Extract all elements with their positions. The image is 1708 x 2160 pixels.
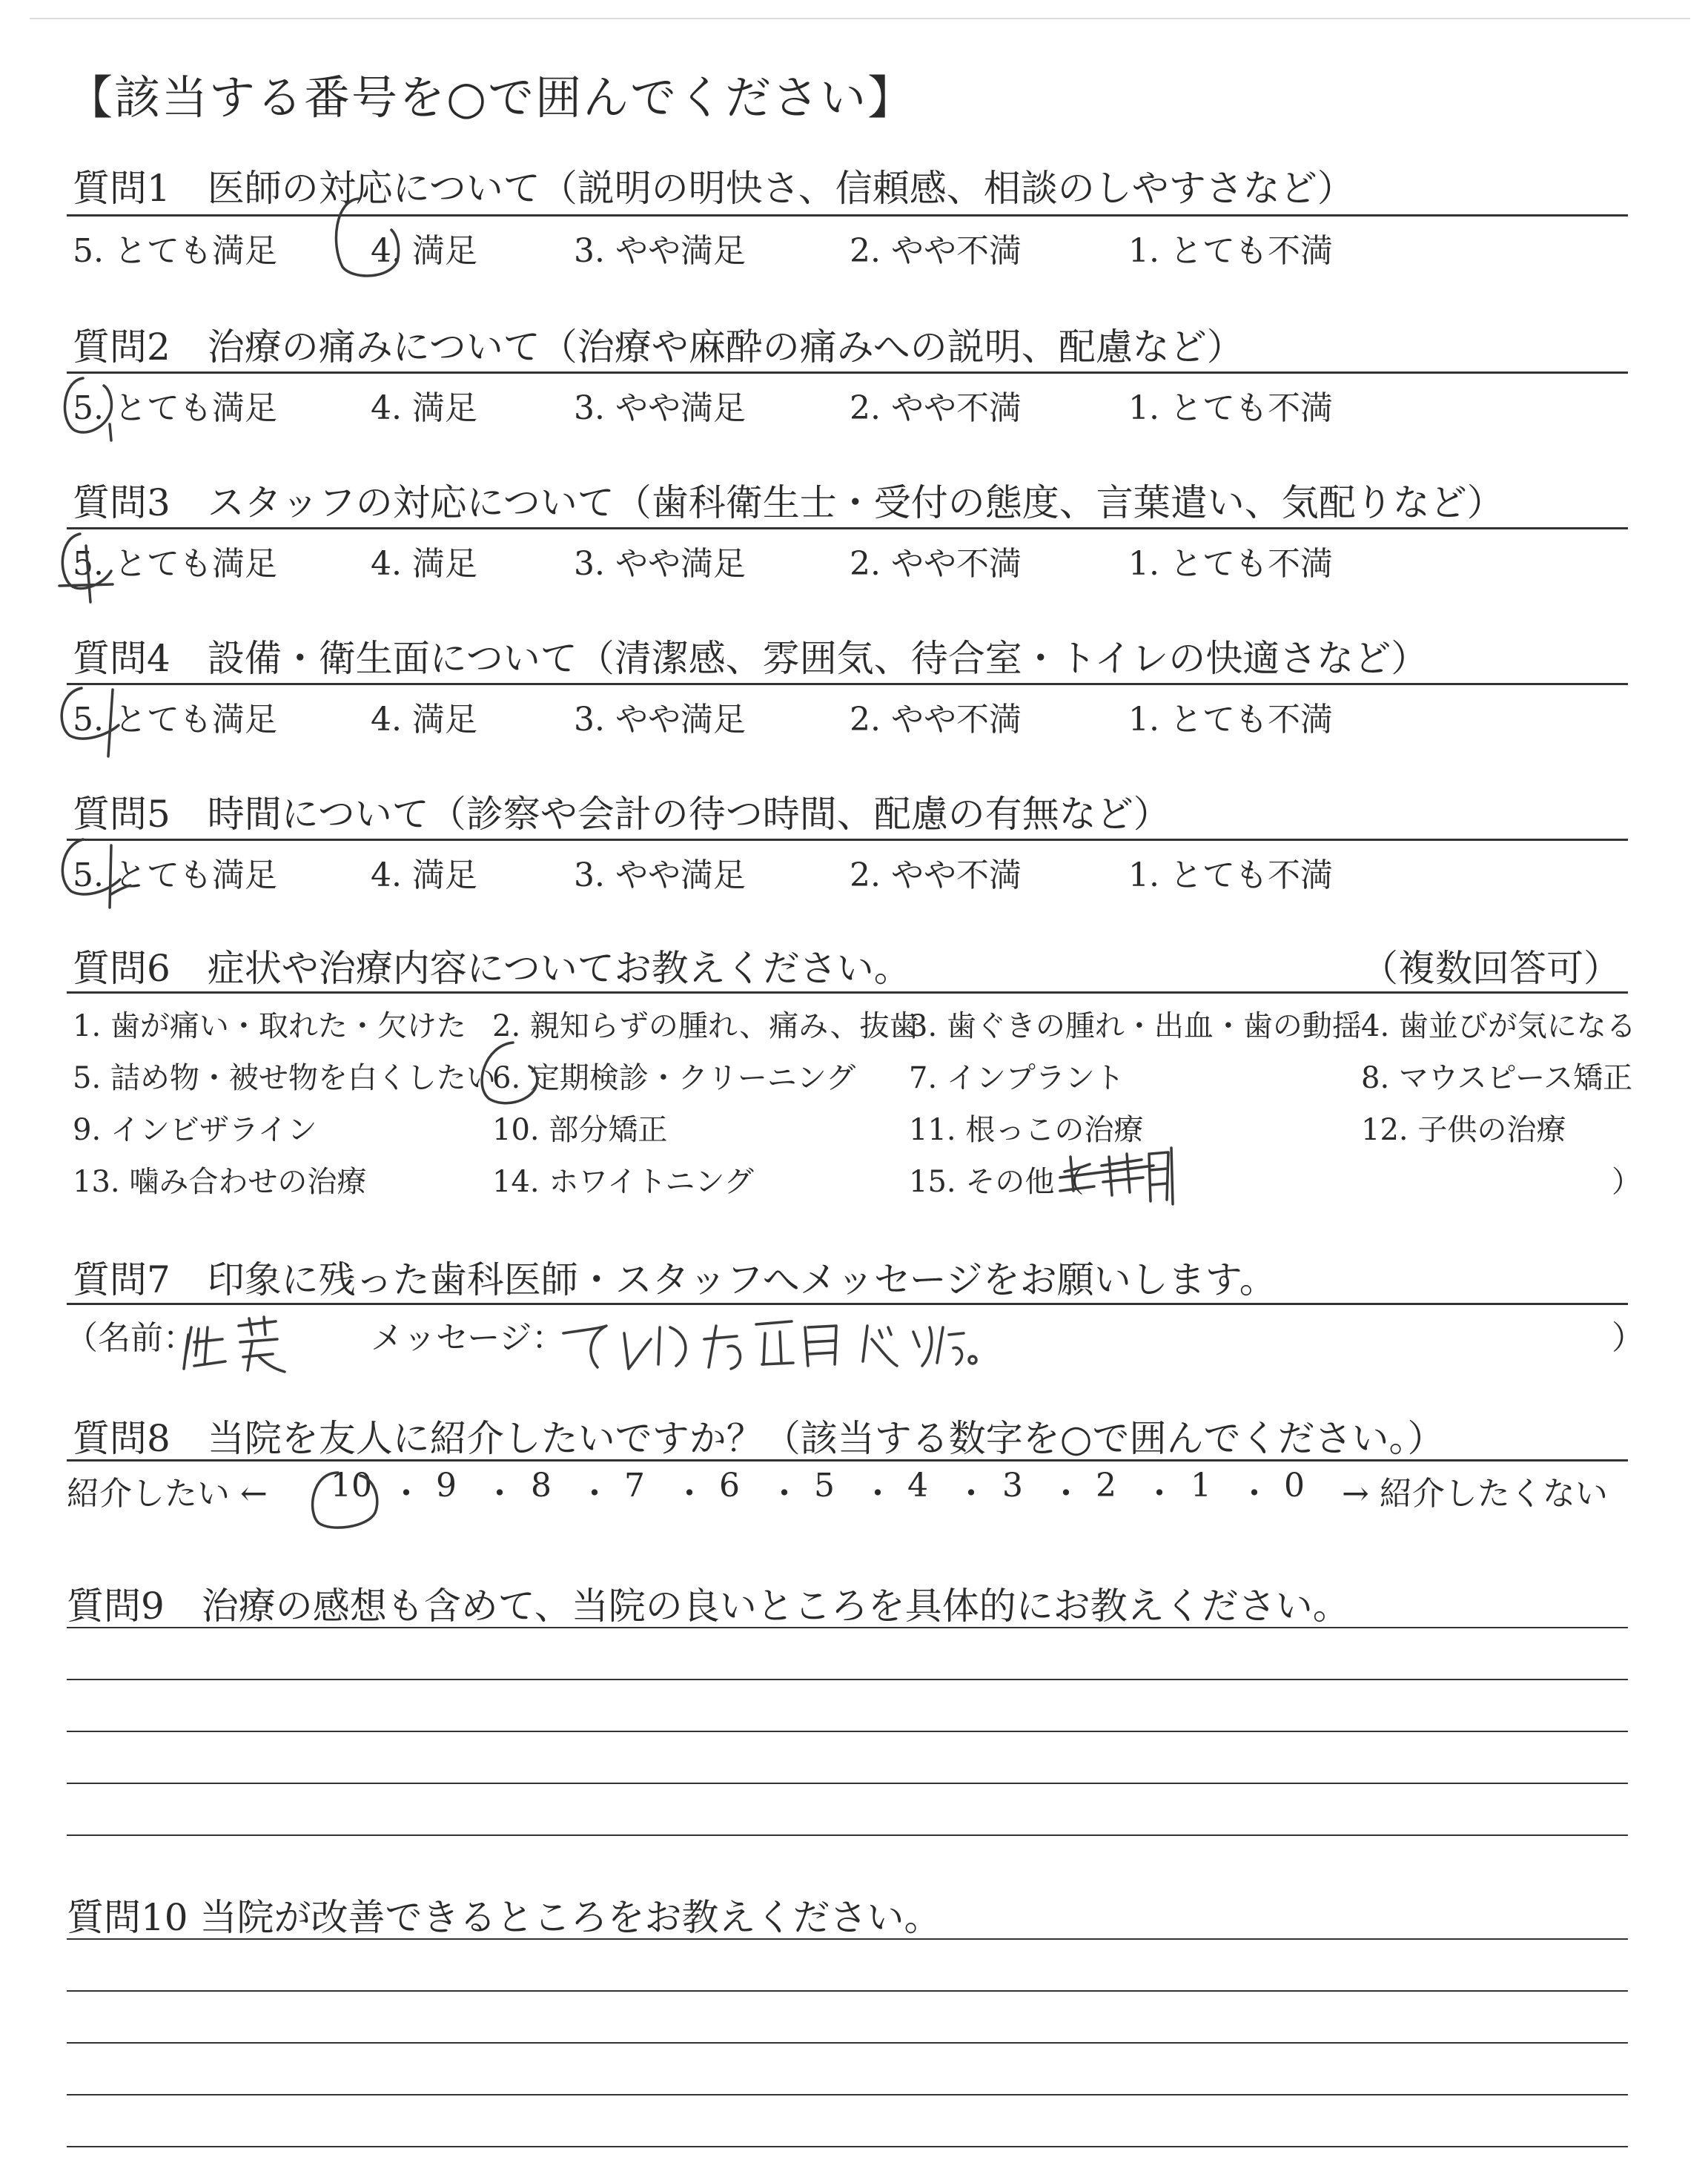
q8-score-9[interactable]: 9 bbox=[436, 1467, 457, 1505]
q3-option-4[interactable]: 4. 満足 bbox=[371, 545, 477, 583]
q3-label: 質問3 スタッフの対応について（歯科衛生士・受付の態度、言葉遣い、気配りなど） bbox=[73, 481, 1504, 524]
q8-dot: ・ bbox=[955, 1475, 987, 1513]
q3-selection-circle bbox=[59, 534, 113, 602]
q6-option-13[interactable]: 13. 噛み合わせの治療 bbox=[73, 1165, 367, 1199]
q3-option-1[interactable]: 1. とても不満 bbox=[1128, 545, 1333, 583]
q5-option-5[interactable]: 5. とても満足 bbox=[73, 856, 277, 894]
q1-option-3[interactable]: 3. やや満足 bbox=[574, 232, 746, 270]
q1-label: 質問1 医師の対応について（説明の明快さ、信頼感、相談のしやすさなど） bbox=[73, 167, 1354, 210]
q7-message-handwriting bbox=[563, 1321, 964, 1369]
q2-option-3[interactable]: 3. やや満足 bbox=[574, 389, 746, 427]
q7-message-period bbox=[969, 1356, 976, 1364]
q7-close-paren: ） bbox=[1612, 1319, 1644, 1357]
q5-label: 質問5 時間について（診察や会計の待つ時間、配慮の有無など） bbox=[73, 793, 1171, 836]
q8-dot: ・ bbox=[1238, 1475, 1271, 1513]
q5-option-1[interactable]: 1. とても不満 bbox=[1128, 856, 1333, 894]
q6-option-3[interactable]: 3. 歯ぐきの腫れ・出血・歯の動揺 bbox=[909, 1009, 1362, 1043]
q8-score-0[interactable]: 0 bbox=[1284, 1467, 1305, 1505]
q3-option-3[interactable]: 3. やや満足 bbox=[574, 545, 746, 583]
q7-name-label: （名前： bbox=[65, 1319, 196, 1357]
q8-dot: ・ bbox=[673, 1475, 706, 1513]
q6-other-close-paren: ） bbox=[1612, 1165, 1641, 1199]
q5-option-4[interactable]: 4. 満足 bbox=[371, 856, 477, 894]
q4-option-4[interactable]: 4. 満足 bbox=[371, 701, 477, 739]
q8-dot: ・ bbox=[861, 1475, 894, 1513]
q6-option-8[interactable]: 8. マウスピース矯正 bbox=[1361, 1061, 1633, 1095]
q8-score-1[interactable]: 1 bbox=[1191, 1467, 1211, 1505]
q6-other-handwriting bbox=[1060, 1148, 1173, 1204]
q7-label: 質問7 印象に残った歯科医師・スタッフへメッセージをお願いします。 bbox=[73, 1258, 1277, 1301]
q8-score-5[interactable]: 5 bbox=[814, 1467, 835, 1505]
q8-dot: ・ bbox=[1143, 1475, 1176, 1513]
q4-selection-circle bbox=[62, 688, 119, 756]
q8-label: 質問8 当院を友人に紹介したいですか？（該当する数字を○で囲んでください。） bbox=[73, 1417, 1445, 1460]
q6-option-7[interactable]: 7. インプラント bbox=[909, 1061, 1125, 1095]
q4-option-1[interactable]: 1. とても不満 bbox=[1128, 701, 1333, 739]
q2-selection-circle bbox=[65, 378, 112, 440]
q5-selection-circle bbox=[62, 839, 130, 908]
q8-dot: ・ bbox=[1050, 1475, 1082, 1513]
q6-option-5[interactable]: 5. 詰め物・被せ物を白くしたい bbox=[73, 1061, 496, 1095]
form-title: 【該当する番号を○で囲んでください】 bbox=[67, 70, 916, 125]
q6-label: 質問6 症状や治療内容についてお教えください。 bbox=[73, 947, 911, 990]
q6-option-10[interactable]: 10. 部分矯正 bbox=[492, 1113, 668, 1147]
q8-dot: ・ bbox=[390, 1475, 423, 1513]
q1-option-2[interactable]: 2. やや不満 bbox=[850, 232, 1022, 270]
q3-option-2[interactable]: 2. やや不満 bbox=[850, 545, 1022, 583]
q6-option-2[interactable]: 2. 親知らずの腫れ、痛み、抜歯 bbox=[492, 1009, 919, 1043]
q4-option-3[interactable]: 3. やや満足 bbox=[574, 701, 746, 739]
q2-option-4[interactable]: 4. 満足 bbox=[371, 389, 477, 427]
q8-score-8[interactable]: 8 bbox=[531, 1467, 552, 1505]
q8-score-10[interactable]: 10 bbox=[331, 1467, 372, 1505]
q6-option-1[interactable]: 1. 歯が痛い・取れた・欠けた bbox=[73, 1009, 466, 1043]
q6-note: （複数回答可） bbox=[1361, 947, 1621, 990]
q8-score-7[interactable]: 7 bbox=[624, 1467, 645, 1505]
q6-option-6[interactable]: 6. 定期検診・クリーニング bbox=[492, 1061, 856, 1095]
q7-name-handwriting bbox=[184, 1317, 285, 1372]
q4-option-5[interactable]: 5. とても満足 bbox=[73, 701, 277, 739]
q2-option-2[interactable]: 2. やや不満 bbox=[850, 389, 1022, 427]
q2-option-5[interactable]: 5. とても満足 bbox=[73, 389, 277, 427]
q6-option-14[interactable]: 14. ホワイトニング bbox=[492, 1165, 754, 1199]
q6-option-4[interactable]: 4. 歯並びが気になる bbox=[1361, 1009, 1636, 1043]
q8-score-2[interactable]: 2 bbox=[1096, 1467, 1116, 1505]
q10-label: 質問10 当院が改善できるところをお教えください。 bbox=[67, 1896, 941, 1939]
q4-option-2[interactable]: 2. やや不満 bbox=[850, 701, 1022, 739]
q9-label: 質問9 治療の感想も含めて、当院の良いところを具体的にお教えください。 bbox=[67, 1585, 1350, 1628]
q8-score-4[interactable]: 4 bbox=[907, 1467, 928, 1505]
q1-selection-circle bbox=[336, 199, 398, 276]
q3-option-5[interactable]: 5. とても満足 bbox=[73, 545, 277, 583]
q1-option-1[interactable]: 1. とても不満 bbox=[1128, 232, 1333, 270]
q8-selection-circle bbox=[313, 1473, 377, 1527]
q1-option-5[interactable]: 5. とても満足 bbox=[73, 232, 277, 270]
q7-message-label: メッセージ： bbox=[371, 1319, 565, 1357]
q6-selection-circle bbox=[482, 1043, 537, 1103]
q8-dot: ・ bbox=[578, 1475, 611, 1513]
q8-left-label: 紹介したい ← bbox=[67, 1475, 268, 1513]
q5-option-3[interactable]: 3. やや満足 bbox=[574, 856, 746, 894]
q8-dot: ・ bbox=[768, 1475, 801, 1513]
q4-label: 質問4 設備・衛生面について（清潔感、雰囲気、待合室・トイレの快適さなど） bbox=[73, 637, 1429, 680]
q2-label: 質問2 治療の痛みについて（治療や麻酔の痛みへの説明、配慮など） bbox=[73, 326, 1244, 369]
q6-option-15[interactable]: 15. その他（ bbox=[909, 1165, 1085, 1199]
q6-option-11[interactable]: 11. 根っこの治療 bbox=[909, 1113, 1144, 1147]
q6-option-9[interactable]: 9. インビザライン bbox=[73, 1113, 317, 1147]
q6-option-12[interactable]: 12. 子供の治療 bbox=[1361, 1113, 1566, 1147]
q1-option-4[interactable]: 4. 満足 bbox=[371, 232, 477, 270]
q5-option-2[interactable]: 2. やや不満 bbox=[850, 856, 1022, 894]
q8-score-3[interactable]: 3 bbox=[1002, 1467, 1023, 1505]
q8-score-6[interactable]: 6 bbox=[719, 1467, 740, 1505]
q2-option-1[interactable]: 1. とても不満 bbox=[1128, 389, 1333, 427]
q8-right-label: → 紹介したくない bbox=[1342, 1475, 1608, 1513]
q8-dot: ・ bbox=[483, 1475, 516, 1513]
